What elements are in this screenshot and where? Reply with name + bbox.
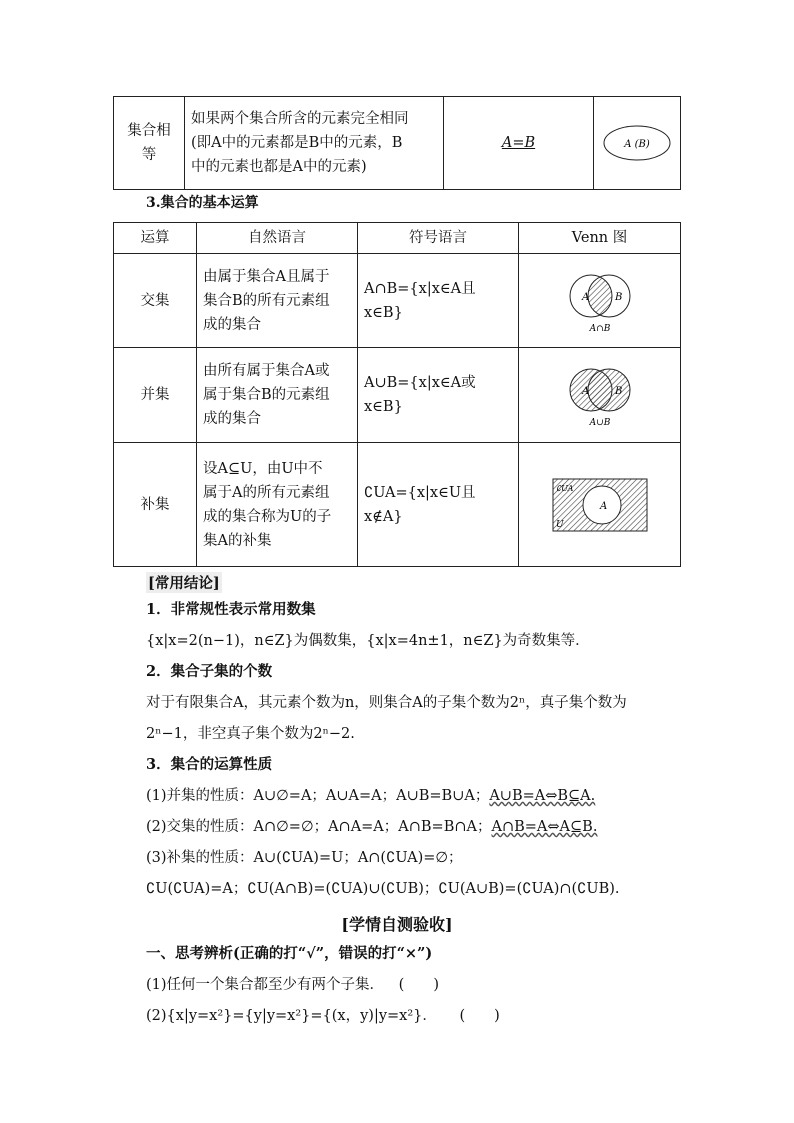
equality-venn-label: A (B) (624, 139, 650, 150)
conclusion-heading-3: 3．集合的运算性质 (146, 756, 273, 773)
venn-label-b: B (614, 291, 622, 303)
venn-label-complement: ∁UA (555, 483, 573, 493)
equality-venn-cell (594, 97, 681, 190)
venn-label-a: A (581, 386, 589, 397)
natural-line: 由所有属于集合A或 (203, 363, 330, 379)
question-1 (146, 975, 439, 995)
natural-line: 属于集合B的元素组 (203, 387, 330, 403)
question-1-text: (1)任何一个集合都至少有两个子集． (146, 977, 385, 993)
self-test-title: [学情自测验收] (341, 915, 453, 934)
row-complement (114, 443, 681, 567)
intersection-natural (197, 254, 358, 348)
header-venn: Venn 图 (519, 223, 681, 254)
symbol-line: ∁UA={x|x∈U且x∉A} (364, 484, 476, 525)
row-union (114, 348, 681, 443)
header-natural: 自然语言 (197, 223, 358, 254)
question-2-answer-blank[interactable]: ( ) (459, 1008, 500, 1024)
natural-line: 成的集合称为U的子 (203, 508, 332, 525)
equality-symbol: A=B (501, 135, 536, 151)
intersection-properties: (2)交集的性质：A∩∅=∅；A∩A=A；A∩B=B∩A； (146, 819, 492, 835)
union-symbol (358, 348, 519, 443)
intersection-key-property: A∩B=A⇔A⊆B. (491, 819, 598, 835)
conclusion-line: 2ⁿ−1，非空真子集个数为2ⁿ−2. (146, 726, 355, 742)
union-properties: (1)并集的性质：A∪∅=A；A∪A=A；A∪B=B∪A； (146, 788, 490, 804)
header-operation: 运算 (114, 223, 197, 254)
complement-venn-cell (519, 443, 681, 567)
conclusion-line: ∁U(∁UA)=A；∁U(A∩B)=(∁UA)∪(∁UB)；∁U(A∪B)=(∁UA)∩(∁UB). (146, 881, 620, 897)
natural-line: 成的集合 (203, 316, 261, 333)
common-conclusions-tag: [常用结论] (146, 572, 222, 593)
intersection-symbol (358, 254, 519, 348)
venn-label-u: U (555, 519, 564, 530)
header-symbol: 符号语言 (358, 223, 519, 254)
self-test-part1: 一、思考辨析(正确的打“√”，错误的打“×”) (146, 945, 433, 962)
conclusion-line (146, 817, 597, 837)
natural-line: 设A⊆U，由U中不 (203, 460, 323, 477)
union-venn-diagram (555, 362, 645, 428)
venn-label-b: B (614, 386, 622, 397)
natural-line: 成的集合 (203, 411, 261, 427)
symbol-line: A∩B={x|x∈A且 (364, 280, 476, 297)
venn-label-a: A (599, 500, 607, 512)
complement-symbol (358, 443, 519, 567)
intersection-venn-diagram (555, 268, 645, 334)
row-intersection (114, 254, 681, 348)
intersection-venn-cell (519, 254, 681, 348)
natural-line: 由属于集合A且属于 (203, 268, 330, 285)
symbol-line: x∈B} (364, 304, 403, 321)
venn-label-a: A (581, 291, 589, 303)
symbol-line: x∈B} (364, 399, 403, 415)
equality-name-cell (114, 97, 185, 190)
equality-venn-diagram (602, 123, 672, 163)
conclusion-line: (3)补集的性质：A∪(∁UA)=U；A∩(∁UA)=∅； (146, 850, 463, 866)
equality-desc-line: 中的元素也都是A中的元素) (191, 159, 367, 175)
union-venn-cell (519, 348, 681, 443)
equality-name-line: 等 (141, 147, 157, 163)
equality-desc-cell (185, 97, 444, 190)
conclusion-line: 对于有限集合A，其元素个数为n，则集合A的子集个数为2ⁿ，真子集个数为 (146, 695, 627, 711)
equality-name-line: 集合相 (127, 123, 171, 139)
equality-desc-line: (即A中的元素都是B中的元素，B (191, 135, 403, 151)
intersection-name: 交集 (114, 254, 197, 348)
complement-natural (197, 443, 358, 567)
conclusion-heading-2: 2．集合子集的个数 (146, 663, 273, 680)
question-1-answer-blank[interactable]: ( ) (398, 977, 439, 993)
conclusion-heading-1: 1．非常规性表示常用数集 (146, 601, 316, 618)
conclusion-line: {x|x=2(n−1)，n∈Z}为偶数集，{x|x=4n±1，n∈Z}为奇数集等． (146, 633, 590, 649)
operations-table (113, 222, 681, 567)
natural-line: 属于A的所有元素组 (203, 484, 330, 501)
conclusion-line (146, 786, 595, 806)
union-key-property: A∪B=A⇔B⊆A. (489, 788, 596, 804)
natural-line: 集A的补集 (203, 532, 272, 549)
union-name: 并集 (114, 348, 197, 443)
natural-line: 集合B的所有元素组 (203, 292, 330, 309)
union-natural (197, 348, 358, 443)
question-2-text: (2){x|y=x²}={y|y=x²}={(x，y)|y=x²}． (146, 1008, 437, 1024)
complement-name: 补集 (114, 443, 197, 567)
section3-title: 3.集合的基本运算 (146, 195, 259, 211)
equality-symbol-cell (444, 97, 594, 190)
complement-venn-diagram (550, 475, 650, 535)
venn-caption: A∪B (589, 418, 610, 428)
venn-caption: A∩B (589, 323, 610, 334)
equality-desc-line: 如果两个集合所含的元素完全相同 (191, 111, 409, 127)
symbol-line: A∪B={x|x∈A或 (364, 375, 476, 391)
equality-table (113, 96, 681, 190)
question-2 (146, 1006, 500, 1026)
